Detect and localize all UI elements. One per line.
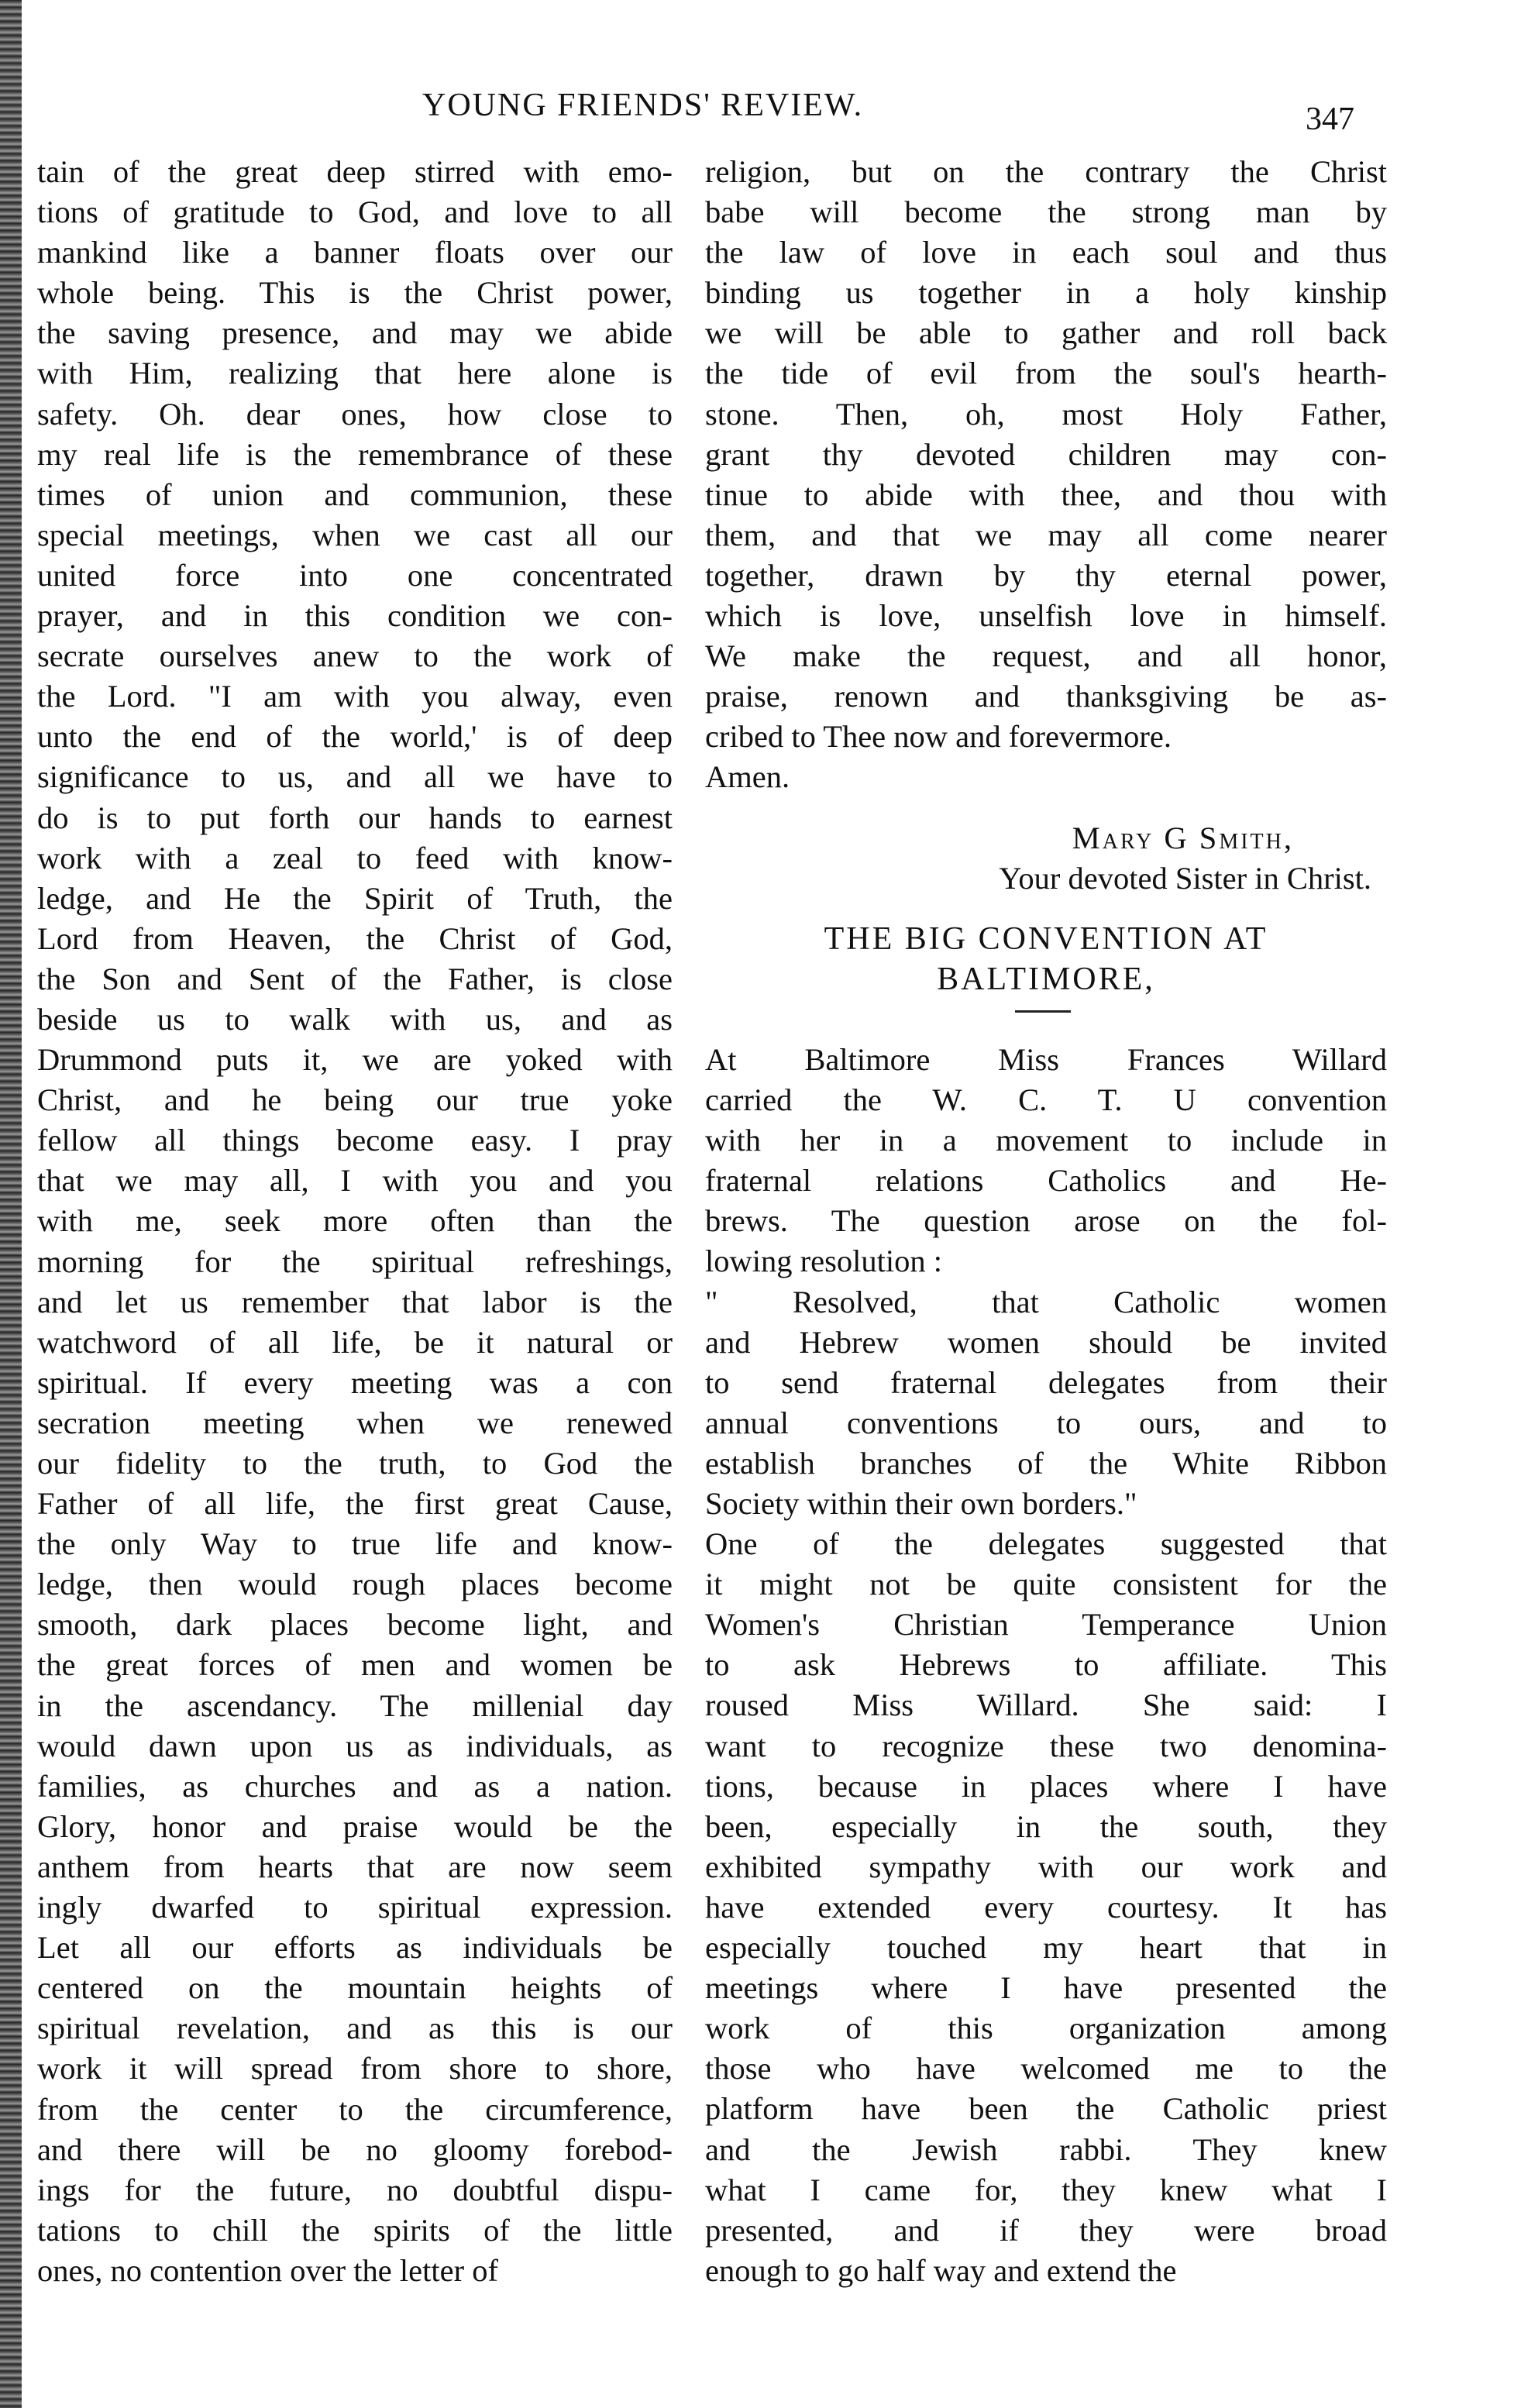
text-line: and let us remember that labor is the xyxy=(37,1284,673,1319)
text-line: Glory, honor and praise would be the xyxy=(37,1808,673,1844)
text-line: stone. Then, oh, most Holy Father, xyxy=(705,396,1387,432)
text-line: We make the request, and all honor, xyxy=(705,638,1387,674)
spacer xyxy=(705,899,1387,919)
text-line: fraternal relations Catholics and He- xyxy=(705,1163,1387,1199)
text-line: ones, no contention over the letter of xyxy=(37,2252,498,2288)
text-line: carried the W. C. T. U convention xyxy=(705,1082,1387,1118)
text-line: our fidelity to the truth, to God the xyxy=(37,1446,673,1481)
article-heading-line-2: BALTIMORE, xyxy=(937,961,1155,997)
text-line: the only Way to true life and know- xyxy=(37,1526,673,1562)
right-column xyxy=(705,152,1387,2291)
text-line: platform have been the Catholic priest xyxy=(705,2091,1387,2127)
page-number: 347 xyxy=(1306,101,1354,137)
text-line: united force into one concentrated xyxy=(37,557,673,593)
text-line: smooth, dark places become light, and xyxy=(37,1607,673,1643)
text-line: with her in a movement to include in xyxy=(705,1123,1387,1158)
article-body xyxy=(705,1040,1387,2291)
text-line: establish branches of the White Ribbon xyxy=(705,1445,1387,1481)
text-line: anthem from hearts that are now seem xyxy=(37,1849,673,1884)
text-line: especially touched my heart that in xyxy=(705,1930,1387,1966)
text-line: with me, seek more often than the xyxy=(37,1203,673,1239)
signature-name: Mary G Smith, xyxy=(1072,820,1294,855)
text-line: have extended every courtesy. It has xyxy=(705,1889,1387,1925)
text-line: secration meeting when we renewed xyxy=(37,1405,673,1440)
text-line: tinue to abide with thee, and thou with xyxy=(705,476,1387,512)
text-line: tions, because in places where I have xyxy=(705,1768,1387,1804)
text-line: that we may all, I with you and you xyxy=(37,1163,673,1199)
text-line: them, and that we may all come nearer xyxy=(705,517,1387,552)
text-line: the great forces of men and women be xyxy=(37,1647,673,1683)
text-line: ingly dwarfed to spiritual expression. xyxy=(37,1890,673,1925)
page-header xyxy=(0,87,1514,137)
left-column xyxy=(37,152,673,2291)
text-line: times of union and communion, these xyxy=(37,476,673,512)
text-line: from the center to the circumference, xyxy=(37,2091,673,2127)
text-line: annual conventions to ours, and to xyxy=(705,1405,1387,1440)
text-line: what I came for, they knew what I xyxy=(705,2172,1387,2207)
text-line: Amen. xyxy=(705,759,790,795)
text-line: Society within their own borders." xyxy=(705,1486,1137,1521)
running-title: YOUNG FRIENDS' REVIEW. xyxy=(422,88,864,123)
text-line: in the ascendancy. The millenial day xyxy=(37,1687,673,1723)
text-line: we will be able to gather and roll back xyxy=(705,315,1387,351)
text-line: tations to chill the spirits of the little xyxy=(37,2212,673,2248)
text-line: and there will be no gloomy forebod- xyxy=(37,2131,673,2167)
text-line: Christ, and he being our true yoke xyxy=(37,1082,673,1118)
text-line: beside us to walk with us, and as xyxy=(37,1001,673,1037)
text-line: One of the delegates suggested that xyxy=(705,1526,1387,1562)
text-line: work it will spread from shore to shore, xyxy=(37,2051,673,2086)
text-line: the Son and Sent of the Father, is close xyxy=(37,961,673,996)
text-line: roused Miss Willard. She said: I xyxy=(705,1687,1387,1723)
text-line: exhibited sympathy with our work and xyxy=(705,1849,1387,1884)
text-line: work with a zeal to feed with know- xyxy=(37,840,673,875)
text-line: spiritual. If every meeting was a con xyxy=(37,1364,673,1400)
text-line: " Resolved, that Catholic women xyxy=(705,1284,1387,1319)
text-line: the tide of evil from the soul's hearth- xyxy=(705,356,1387,391)
text-line: the saving presence, and may we abide xyxy=(37,315,673,351)
text-line: Lord from Heaven, the Christ of God, xyxy=(37,920,673,956)
text-line: spiritual revelation, and as this is our xyxy=(37,2011,673,2046)
text-line: special meetings, when we cast all our xyxy=(37,517,673,552)
text-line: would dawn upon us as individuals, as xyxy=(37,1728,673,1763)
text-line: significance to us, and all we have to xyxy=(37,759,673,795)
text-line: my real life is the remembrance of these xyxy=(37,436,673,472)
text-line: presented, and if they were broad xyxy=(705,2212,1387,2248)
text-line: work of this organization among xyxy=(705,2011,1387,2046)
text-line: together, drawn by thy eternal power, xyxy=(705,557,1387,593)
book-binding-edge xyxy=(0,0,22,2408)
text-line: At Baltimore Miss Frances Willard xyxy=(705,1041,1387,1077)
prayer-continuation xyxy=(705,152,1387,798)
text-line: morning for the spiritual refreshings, xyxy=(37,1244,673,1279)
text-line: Women's Christian Temperance Union xyxy=(705,1607,1387,1643)
text-line: fellow all things become easy. I pray xyxy=(37,1123,673,1158)
text-line: prayer, and in this condition we con- xyxy=(37,598,673,634)
text-line: religion, but on the contrary the Christ xyxy=(705,154,1387,189)
text-line: and Hebrew women should be invited xyxy=(705,1324,1387,1360)
text-line: watchword of all life, be it natural or xyxy=(37,1324,673,1360)
text-line: centered on the mountain heights of xyxy=(37,1970,673,2006)
text-line: to send fraternal delegates from their xyxy=(705,1364,1387,1400)
text-line: babe will become the strong man by xyxy=(705,194,1387,230)
text-line: been, especially in the south, they xyxy=(705,1808,1387,1844)
text-line: grant thy devoted children may con- xyxy=(705,436,1387,472)
text-line: tain of the great deep stirred with emo- xyxy=(37,154,673,189)
text-line: to ask Hebrews to affiliate. This xyxy=(705,1647,1387,1683)
text-line: whole being. This is the Christ power, xyxy=(37,275,673,311)
text-line: lowing resolution : xyxy=(705,1244,942,1279)
signature-subtitle: Your devoted Sister in Christ. xyxy=(999,860,1371,896)
spacer xyxy=(705,798,1387,818)
text-line: with Him, realizing that here alone is xyxy=(37,356,673,391)
text-line: those who have welcomed me to the xyxy=(705,2051,1387,2086)
text-line: the Lord. "I am with you alway, even xyxy=(37,679,673,714)
text-line: safety. Oh. dear ones, how close to xyxy=(37,396,673,432)
text-line: Drummond puts it, we are yoked with xyxy=(37,1042,673,1078)
text-line: meetings where I have presented the xyxy=(705,1970,1387,2006)
text-line: do is to put forth our hands to earnest xyxy=(37,800,673,835)
text-line: the law of love in each soul and thus xyxy=(705,235,1387,270)
text-line: tions of gratitude to God, and love to all xyxy=(37,194,673,230)
text-line: Let all our efforts as individuals be xyxy=(37,1930,673,1966)
text-line: want to recognize these two denomina- xyxy=(705,1728,1387,1763)
text-line: families, as churches and as a nation. xyxy=(37,1768,673,1804)
text-line: cribed to Thee now and forevermore. xyxy=(705,719,1172,755)
text-line: Father of all life, the first great Cause, xyxy=(37,1486,673,1522)
text-line: ledge, then would rough places become xyxy=(37,1567,673,1602)
text-line: it might not be quite consistent for the xyxy=(705,1567,1387,1602)
text-line: brews. The question arose on the fol- xyxy=(705,1203,1387,1239)
heading-rule xyxy=(705,999,1387,1040)
text-line: unto the end of the world,' is of deep xyxy=(37,719,673,755)
text-line: ings for the future, no doubtful dispu- xyxy=(37,2172,673,2207)
text-line: enough to go half way and extend the xyxy=(705,2252,1177,2288)
text-line: ledge, and He the Spirit of Truth, the xyxy=(37,880,673,916)
text-line: praise, renown and thanksgiving be as- xyxy=(705,679,1387,714)
text-line: which is love, unselfish love in himself. xyxy=(705,598,1387,634)
article-heading-line-1: THE BIG CONVENTION AT xyxy=(824,920,1268,957)
text-line: binding us together in a holy kinship xyxy=(705,275,1387,311)
text-line: and the Jewish rabbi. They knew xyxy=(705,2131,1387,2167)
text-line: mankind like a banner floats over our xyxy=(37,235,673,270)
text-line: secrate ourselves anew to the work of xyxy=(37,638,673,674)
